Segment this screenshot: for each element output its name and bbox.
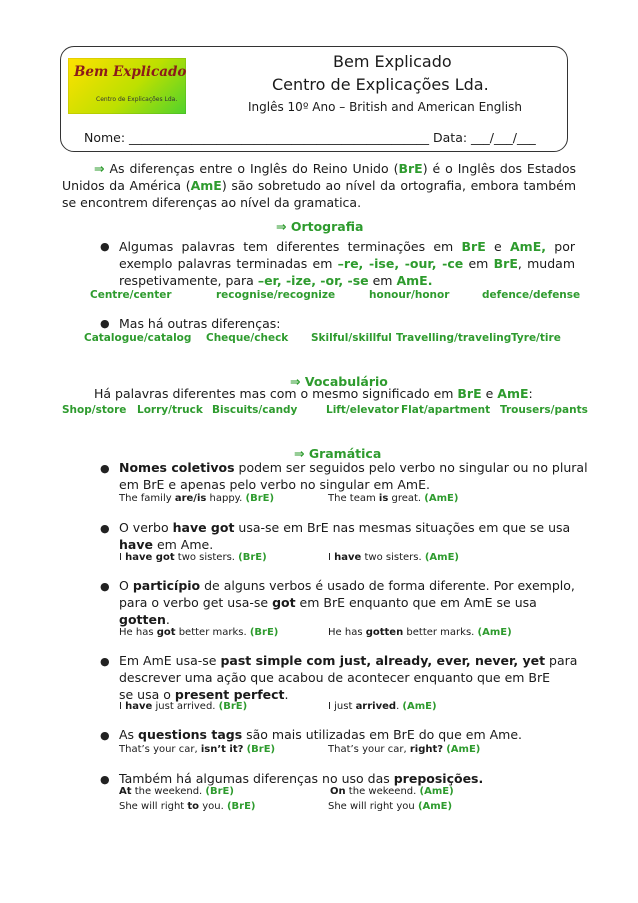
word-pair: Cheque/check <box>206 332 289 344</box>
name-date-line: Nome: ________________________________________________ Data: ___/___/___ <box>84 130 536 145</box>
word-pair: Lift/elevator <box>326 404 399 416</box>
bullet-icon: ● <box>100 522 110 535</box>
gramatica-bullet-preposicoes: Também há algumas diferenças no uso das preposições. <box>119 771 484 786</box>
word-pair: Skilful/skillful <box>311 332 392 344</box>
example-bre: I have just arrived. (BrE) <box>119 701 248 712</box>
gramatica-bullet-past-simple: Em AmE usa-se past simple com just, already, ever, never, yet para descrever uma ação que acabou de acontecer enquanto que em BrE se usa o present perfect. <box>119 653 578 702</box>
company-logo <box>68 58 186 114</box>
example-ame: He has gotten better marks. (AmE) <box>328 627 512 638</box>
example-bre: She will right to you. (BrE) <box>119 801 256 812</box>
word-pair: Catalogue/catalog <box>84 332 192 344</box>
word-pair: recognise/recognize <box>216 289 336 301</box>
example-bre: I have got two sisters. (BrE) <box>119 552 267 563</box>
header-subtitle: Centro de Explicações Lda. <box>272 75 489 94</box>
gramatica-bullet-question-tags: As questions tags são mais utilizadas em BrE do que em Ame. <box>119 727 522 742</box>
example-bre: That’s your car, isn’t it? (BrE) <box>119 744 276 755</box>
ortografia-bullet-2: Mas há outras diferenças: <box>119 316 281 331</box>
word-pair: Trousers/pants <box>500 404 588 416</box>
bullet-icon: ● <box>100 773 110 786</box>
example-ame: I just arrived. (AmE) <box>328 701 437 712</box>
example-ame: She will right you (AmE) <box>328 801 453 812</box>
arrow-icon: ⇒ <box>94 161 105 176</box>
word-pair: Flat/apartment <box>401 404 491 416</box>
word-pair: honour/honor <box>369 289 450 301</box>
word-pair: Tyre/tire <box>511 332 561 344</box>
gramatica-bullet-participio: O particípio de alguns verbos é usado de forma diferente. Por exemplo, para o verbo get usa-se got em BrE enquanto que em AmE se usa gotten. <box>119 578 575 627</box>
gramatica-bullet-have-got: O verbo have got usa-se em BrE nas mesmas situações em que se usa have em Ame. <box>119 520 571 552</box>
gramatica-bullet-nomes-coletivos: Nomes coletivos podem ser seguidos pelo verbo no singular ou no plural em BrE e apenas pelo verbo no singular em AmE. <box>119 460 588 492</box>
word-pair: Biscuits/candy <box>212 404 298 416</box>
bullet-icon: ● <box>100 240 110 253</box>
example-ame: The team is great. (AmE) <box>328 493 459 504</box>
example-bre: At the weekend. (BrE) <box>119 786 234 797</box>
section-title-ortografia: ⇒ Ortografia <box>276 219 364 234</box>
section-title-vocabulario: ⇒ Vocabulário <box>290 374 388 389</box>
bullet-icon: ● <box>100 317 110 330</box>
word-pair: Travelling/traveling <box>396 332 512 344</box>
example-bre: He has got better marks. (BrE) <box>119 627 279 638</box>
example-bre: The family are/is happy. (BrE) <box>119 493 275 504</box>
example-ame: On the wekeend. (AmE) <box>330 786 454 797</box>
word-pair: Shop/store <box>62 404 127 416</box>
intro-paragraph: ⇒ As diferenças entre o Inglês do Reino Unido (BrE) é o Inglês dos Estados Unidos da América (AmE) são sobretudo ao nível da ortografia, embora também se encontrem diferenças ao nível da gramatica. <box>62 161 576 210</box>
section-title-gramatica: ⇒ Gramática <box>294 446 382 461</box>
example-ame: I have two sisters. (AmE) <box>328 552 459 563</box>
vocabulario-intro: Há palavras diferentes mas com o mesmo significado em BrE e AmE: <box>94 386 533 401</box>
word-pair: defence/defense <box>482 289 581 301</box>
example-ame: That’s your car, right? (AmE) <box>328 744 481 755</box>
ortografia-bullet-1: Algumas palavras tem diferentes terminações em BrE e AmE, por exemplo palavras terminadas em –re, -ise, -our, -ce em BrE, mudam respetivamente, para –er, -ize, -or, -se em AmE. <box>119 239 575 288</box>
bullet-icon: ● <box>100 462 110 475</box>
bullet-icon: ● <box>100 729 110 742</box>
bullet-icon: ● <box>100 580 110 593</box>
word-pair: Lorry/truck <box>137 404 203 416</box>
header-title: Bem Explicado <box>333 52 452 71</box>
logo-title: Bem Explicado <box>74 64 187 80</box>
bullet-icon: ● <box>100 655 110 668</box>
word-pair: Centre/center <box>90 289 172 301</box>
logo-subtitle: Centro de Explicações Lda. <box>96 96 178 103</box>
course-line: Inglês 10º Ano – British and American English <box>248 100 522 114</box>
